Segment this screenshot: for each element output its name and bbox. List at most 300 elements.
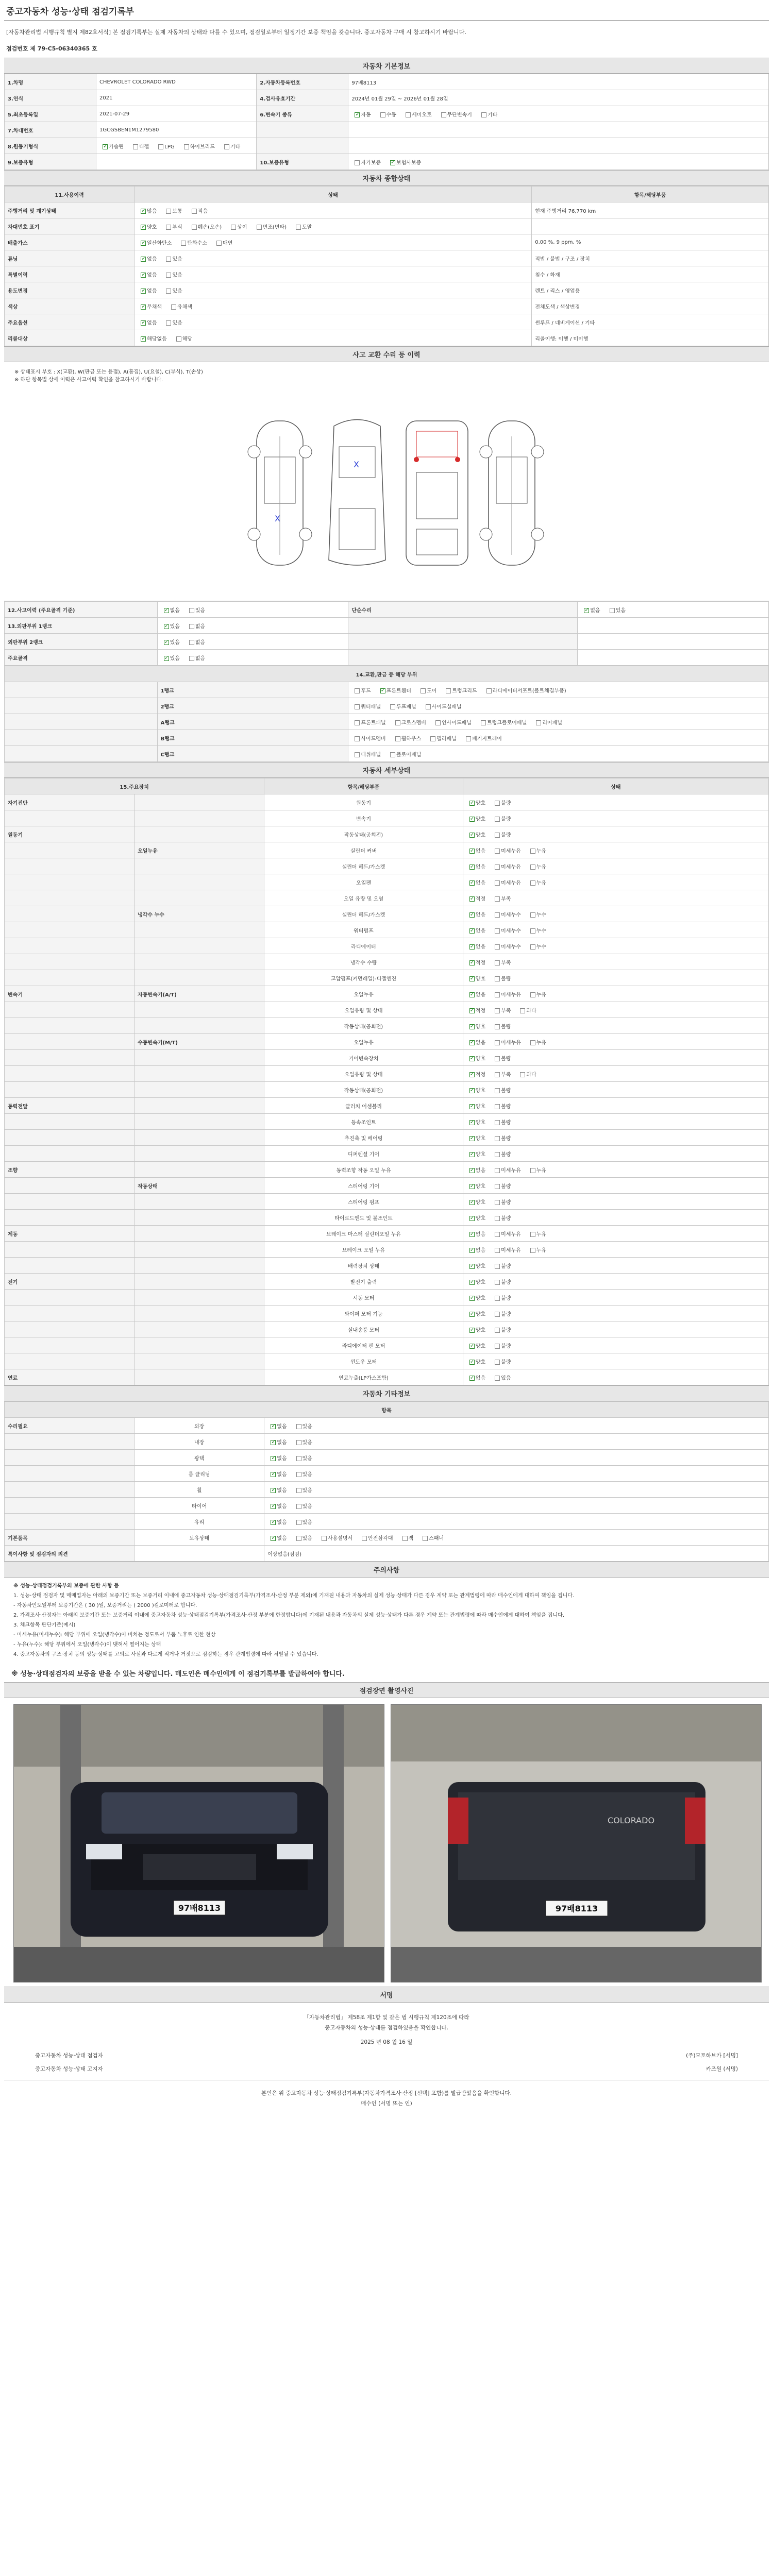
option-label: 없음	[147, 320, 157, 326]
option-label: 누유	[536, 992, 547, 998]
detail-item: 디퍼렌셜 기어	[264, 1146, 463, 1162]
detail-state	[463, 1242, 768, 1258]
detail-state	[463, 1210, 768, 1226]
option-label: 누유	[536, 848, 547, 854]
extra-row	[5, 1530, 769, 1546]
parts-option	[387, 702, 416, 710]
accident-option	[161, 622, 180, 630]
parts-option	[417, 686, 436, 694]
general-label: 특별이력	[5, 266, 135, 282]
checkbox-icon	[495, 833, 500, 838]
detail-option	[492, 958, 511, 966]
option-label: 양호	[475, 1327, 486, 1333]
checkbox-icon	[164, 608, 169, 613]
parts-option	[377, 686, 411, 694]
checkbox-icon	[166, 289, 171, 294]
detail-item: 워터펌프	[264, 922, 463, 938]
checkbox-icon	[441, 112, 446, 117]
detail-group	[5, 890, 135, 906]
trans-option	[402, 110, 432, 118]
basic-value	[348, 154, 769, 170]
detail-state	[463, 890, 768, 906]
option-label: 일산화탄소	[147, 240, 172, 246]
parts-option	[351, 718, 385, 726]
detail-option	[492, 1294, 511, 1301]
basic-row	[5, 138, 769, 154]
checkbox-icon	[257, 225, 262, 230]
general-note: 현재 주행거리 76,770 km	[532, 202, 769, 218]
option-label: 없음	[195, 655, 206, 662]
detail-option	[492, 1198, 511, 1206]
seller-name: 카즈원 (서명)	[705, 2065, 738, 2072]
extra-row	[5, 1482, 769, 1498]
checkbox-icon	[355, 112, 360, 117]
extra-option	[293, 1486, 312, 1494]
car-right-side-icon	[480, 421, 544, 565]
option-label: 없음	[277, 1519, 287, 1526]
option-label: 누유	[536, 1231, 547, 1238]
fuel-option	[99, 142, 124, 150]
detail-item: 냉각수 수량	[264, 954, 463, 970]
detail-option	[527, 862, 546, 870]
option-label: 양호	[475, 1215, 486, 1222]
accident-row	[5, 618, 769, 634]
option-label: 미세누수	[501, 912, 521, 918]
parts-option	[387, 750, 421, 758]
checkbox-icon	[495, 880, 500, 886]
front-truck-image	[14, 1705, 384, 1982]
confirm-line-1: 본인은 위 중고자동차 성능·상태점검기록부(자동차가격조사·산정 [선택] 포함)를 발급받았음을 확인합니다.	[4, 2080, 769, 2099]
option-label: 미세누유	[501, 1167, 521, 1174]
general-label: 튜닝	[5, 250, 135, 266]
extra-option	[267, 1438, 287, 1446]
extra-item: 외장	[135, 1418, 264, 1434]
detail-row	[5, 1130, 769, 1146]
parts-option	[392, 718, 426, 726]
option-label: 부족	[501, 1072, 511, 1078]
option-label: 많음	[147, 208, 157, 214]
parts-items	[348, 698, 769, 714]
detail-subgroup: 오일누유	[135, 842, 264, 858]
section-basic-info: 자동차 기본정보	[4, 58, 769, 74]
checkbox-icon	[495, 1072, 500, 1077]
checkbox-icon	[495, 960, 500, 965]
general-option	[138, 270, 157, 278]
detail-state	[463, 1114, 768, 1130]
option-label: 양호	[475, 800, 486, 806]
option-label: 불량	[501, 1056, 511, 1062]
checkbox-icon	[495, 912, 500, 918]
checkbox-icon	[469, 1312, 475, 1317]
detail-group	[5, 938, 135, 954]
option-label: 양호	[475, 1263, 486, 1269]
option-label: 없음	[475, 1040, 486, 1046]
option-label: 누유	[536, 1040, 547, 1046]
detail-item: 추진축 및 베어링	[264, 1130, 463, 1146]
detail-group: 연료	[5, 1369, 135, 1385]
extra-group: 특이사항 및 점검자의 의견	[5, 1546, 135, 1562]
checkbox-icon	[355, 736, 360, 741]
checkbox-icon	[296, 1424, 301, 1429]
checkbox-icon	[469, 1056, 475, 1061]
accident-table	[4, 601, 769, 666]
option-label: 미세누유	[501, 1040, 521, 1046]
doc-no-value: 79-C5-06340365	[37, 45, 90, 52]
parts-rank: A랭크	[157, 714, 348, 730]
checkbox-icon	[296, 1536, 301, 1541]
general-label: 차대번호 표기	[5, 218, 135, 234]
option-label: 하이브리드	[190, 144, 215, 150]
checkbox-icon	[469, 865, 475, 870]
checkbox-icon	[495, 1152, 500, 1157]
checkbox-icon	[296, 1456, 301, 1461]
option-label: 양호	[475, 1104, 486, 1110]
notice-line: 3. 체크항목 판단기준(예시)	[13, 1622, 76, 1628]
extra-state	[264, 1482, 769, 1498]
option-label: 기타	[230, 144, 241, 150]
option-label: 적음	[197, 208, 208, 214]
option-label: 없음	[147, 256, 157, 262]
parts-group	[5, 714, 158, 730]
section-photos: 점검장면 촬영사진	[4, 1682, 769, 1698]
detail-state	[463, 1258, 768, 1274]
option-label: 미세누유	[501, 880, 521, 886]
detail-group	[5, 1146, 135, 1162]
detail-option	[527, 1166, 546, 1174]
basic-label	[257, 138, 348, 154]
detail-state	[463, 794, 768, 810]
detail-row	[5, 1337, 769, 1353]
general-option	[213, 239, 232, 246]
option-label: 도말	[302, 224, 312, 230]
detail-item: 고압펌프(커먼레일)-디젤엔진	[264, 970, 463, 986]
detail-group	[5, 1002, 135, 1018]
option-label: 과다	[526, 1008, 536, 1014]
detail-option	[527, 910, 546, 918]
detail-group: 제동	[5, 1226, 135, 1242]
option-label: LPG	[164, 144, 175, 150]
front-plate-text: 97배8113	[178, 1903, 221, 1913]
accident-state-2	[578, 650, 769, 666]
parts-option	[427, 734, 457, 742]
checkbox-icon	[224, 144, 229, 149]
checkbox-icon	[530, 865, 535, 870]
detail-option	[492, 1134, 511, 1142]
detail-state	[463, 1321, 768, 1337]
detail-option	[492, 1054, 511, 1062]
option-label: 불량	[501, 1104, 511, 1110]
detail-group	[5, 858, 135, 874]
general-option	[138, 255, 157, 262]
general-option	[293, 223, 312, 230]
checkbox-icon	[495, 1056, 500, 1061]
checkbox-icon	[355, 688, 360, 693]
option-label: 불량	[501, 800, 511, 806]
extra-option	[267, 1454, 287, 1462]
document-title: 중고자동차 성능·상태 점검기록부	[4, 0, 769, 21]
accident-state	[157, 650, 348, 666]
option-label: 누유	[536, 1167, 547, 1174]
basic-label: 9.보증유형	[5, 154, 96, 170]
option-label: 양호	[475, 832, 486, 838]
detail-group	[5, 1290, 135, 1306]
extra-item: 내장	[135, 1434, 264, 1450]
sign-area	[4, 2003, 769, 2120]
checkbox-icon	[141, 209, 146, 214]
general-label: 색상	[5, 298, 135, 314]
checkbox-icon	[495, 1040, 500, 1045]
detail-group: 변속기	[5, 986, 135, 1002]
detail-group	[5, 1210, 135, 1226]
extra-option	[267, 1534, 287, 1541]
parts-group	[5, 746, 158, 762]
extra-item: 광택	[135, 1450, 264, 1466]
parts-option	[463, 734, 502, 742]
parts-option	[392, 734, 422, 742]
checkbox-icon	[520, 1072, 525, 1077]
option-label: 없음	[195, 639, 206, 646]
car-frame-view-icon	[406, 421, 468, 565]
option-label: 미세누수	[501, 944, 521, 950]
option-label: 있음	[170, 655, 180, 662]
notice-emphasis: ※ 성능·상태점검자의 보증을 받을 수 있는 차량입니다. 매도인은 매수인에게 이 점검기록부를 발급하여야 합니다.	[11, 1670, 345, 1678]
notice-line: - 누유(누수): 해당 부위에서 오일(냉각수)이 맺혀서 떨어지는 상태	[13, 1642, 161, 1648]
basic-label: 8.원동기형식	[5, 138, 96, 154]
option-label: 스패너	[429, 1535, 444, 1541]
notice-line: 2. 가격조사·산정자는 아래의 보증기간 또는 보증거리 이내에 중고자동차 성능·상태점검기록부(가격조사·산정 부분에 한정합니다)에 기재된 내용과 자동차의 실제 성능·상태가 다른 경우 계약 또는 관계법령에 따라 매수인에게 대하여 책임을 집니다.	[13, 1613, 565, 1618]
extra-state	[264, 1498, 769, 1514]
detail-group	[5, 1050, 135, 1066]
checkbox-icon	[296, 1472, 301, 1477]
detail-state	[463, 826, 768, 842]
detail-subgroup	[135, 858, 264, 874]
detail-item: 기어변속장치	[264, 1050, 463, 1066]
section-extra-info: 자동차 기타정보	[4, 1385, 769, 1401]
basic-row	[5, 154, 769, 170]
checkbox-icon	[380, 688, 385, 693]
accident-label-2: 단순수리	[348, 602, 578, 618]
general-state	[135, 314, 532, 330]
option-label: 대쉬패널	[361, 752, 381, 758]
detail-option	[466, 1230, 485, 1238]
option-label: 누수	[536, 944, 547, 950]
general-option	[138, 318, 157, 326]
detail-state	[463, 842, 768, 858]
option-label: 있음	[302, 1423, 312, 1430]
general-state	[135, 266, 532, 282]
detail-state	[463, 1082, 768, 1098]
option-label: 트렁크리드	[452, 688, 477, 694]
option-label: 후드	[361, 688, 371, 694]
parts-row	[5, 698, 769, 714]
front-photo	[13, 1704, 384, 1982]
detail-subgroup	[135, 1194, 264, 1210]
parts-items	[348, 714, 769, 730]
detail-option	[466, 1326, 485, 1333]
option-label: 부족	[501, 1008, 511, 1014]
checkbox-icon	[271, 1504, 276, 1509]
basic-row	[5, 106, 769, 122]
detail-group	[5, 1306, 135, 1321]
detail-group	[5, 954, 135, 970]
detail-state	[463, 906, 768, 922]
detail-state	[463, 1146, 768, 1162]
option-label: 있음	[501, 1375, 511, 1381]
option-label: 크로스멤버	[401, 720, 426, 726]
checkbox-icon	[530, 849, 535, 854]
general-row	[5, 266, 769, 282]
extra-group	[5, 1466, 135, 1482]
checkbox-icon	[469, 1248, 475, 1253]
basic-value: 97배8113	[348, 74, 769, 90]
trans-option	[438, 110, 472, 118]
accident-row	[5, 602, 769, 618]
basic-label: 6.변속기 종류	[257, 106, 348, 122]
option-label: 있음	[172, 320, 182, 326]
detail-state	[463, 1369, 768, 1385]
option-label: 양호	[147, 224, 157, 230]
general-option	[138, 223, 157, 230]
detail-group: 조향	[5, 1162, 135, 1178]
detail-group: 전기	[5, 1274, 135, 1290]
detail-state	[463, 986, 768, 1002]
sign-date: 2025 년 08 월 16 일	[360, 2039, 413, 2045]
checkbox-icon	[469, 1008, 475, 1013]
detail-option	[466, 926, 485, 934]
doc-no-suffix: 호	[92, 45, 97, 52]
detail-group	[5, 1337, 135, 1353]
rear-plate-text: 97배8113	[555, 1904, 598, 1913]
fuel-option	[130, 142, 149, 150]
notice-line: 4. 중고자동차의 구조·장치 등의 성능·상태를 고의로 사실과 다르게 적거나 거짓으로 점검하는 경우 관계법령에 따라 처벌될 수 있습니다.	[13, 1652, 318, 1657]
detail-group	[5, 970, 135, 986]
option-label: 있음	[172, 272, 182, 278]
general-row	[5, 314, 769, 330]
option-label: 누수	[536, 928, 547, 934]
extra-item	[135, 1546, 264, 1562]
detail-item: 실린더 커버	[264, 842, 463, 858]
option-label: 양호	[475, 1136, 486, 1142]
parts-group	[5, 682, 158, 698]
checkbox-icon	[520, 1008, 525, 1013]
detail-option	[466, 1198, 485, 1206]
option-label: 부식	[172, 224, 182, 230]
detail-option	[492, 1070, 511, 1078]
detail-option	[492, 1102, 511, 1110]
general-row	[5, 282, 769, 298]
trans-option	[478, 110, 497, 118]
option-label: 있음	[302, 1503, 312, 1510]
extra-info-table	[4, 1401, 769, 1562]
extra-row	[5, 1514, 769, 1530]
checkbox-icon	[271, 1424, 276, 1429]
checkbox-icon	[495, 1296, 500, 1301]
checkbox-icon	[426, 704, 431, 709]
option-label: 불량	[501, 1024, 511, 1030]
detail-item: 변속기	[264, 810, 463, 826]
detail-subgroup: 자동변속기(A/T)	[135, 986, 264, 1002]
accident-option	[186, 622, 205, 630]
detail-row	[5, 986, 769, 1002]
option-label: 적정	[475, 960, 486, 966]
option-label: 있음	[302, 1439, 312, 1446]
seller-row	[4, 2064, 769, 2080]
checkbox-icon	[466, 736, 471, 741]
checkbox-icon	[495, 1280, 500, 1285]
checkbox-icon	[530, 992, 535, 997]
option-label: 양호	[475, 1359, 486, 1365]
detail-option	[492, 1342, 511, 1349]
checkbox-icon	[495, 1264, 500, 1269]
basic-value: 1GCGSBEN1M1279580	[96, 122, 256, 138]
parts-option	[351, 702, 381, 710]
checkbox-icon	[469, 1040, 475, 1045]
detail-subgroup	[135, 970, 264, 986]
accident-option	[581, 606, 600, 614]
detail-group	[5, 1178, 135, 1194]
detail-option	[466, 1054, 485, 1062]
general-option	[168, 302, 192, 310]
general-option	[138, 302, 162, 310]
detail-state	[463, 810, 768, 826]
detail-row	[5, 970, 769, 986]
accident-parts-table	[4, 666, 769, 762]
parts-items	[348, 746, 769, 762]
option-label: 없음	[475, 1247, 486, 1253]
checkbox-icon	[486, 688, 492, 693]
extra-state	[264, 1514, 769, 1530]
rear-photo	[391, 1704, 762, 1982]
checkbox-icon	[469, 1152, 475, 1157]
checkbox-icon	[355, 160, 360, 165]
detail-row	[5, 1082, 769, 1098]
detail-group	[5, 810, 135, 826]
parts-option	[351, 750, 381, 758]
checkbox-icon	[355, 704, 360, 709]
checkbox-icon	[271, 1488, 276, 1493]
extra-option	[267, 1486, 287, 1494]
checkbox-icon	[271, 1536, 276, 1541]
detail-option	[527, 878, 546, 886]
option-label: 양호	[475, 1343, 486, 1349]
detail-option	[492, 1278, 511, 1285]
detail-item: 스티어링 펌프	[264, 1194, 463, 1210]
option-label: 불량	[501, 1295, 511, 1301]
detail-row	[5, 1290, 769, 1306]
checkbox-icon	[231, 225, 236, 230]
checkbox-icon	[481, 720, 486, 725]
accident-option	[161, 638, 180, 646]
option-label: 탄화수소	[187, 240, 208, 246]
option-label: 없음	[147, 272, 157, 278]
accident-label-2	[348, 634, 578, 650]
checkbox-icon	[495, 865, 500, 870]
checkbox-icon	[141, 273, 146, 278]
option-label: 무단변속기	[447, 112, 472, 118]
option-label: 보험사보증	[396, 160, 422, 166]
detail-option	[492, 942, 521, 950]
detail-item: 라디에이터	[264, 938, 463, 954]
accident-option	[186, 638, 205, 646]
detail-option	[492, 1086, 511, 1094]
detail-row	[5, 1002, 769, 1018]
checkbox-icon	[536, 720, 541, 725]
option-label: 불량	[501, 1359, 511, 1365]
detail-subgroup: 작동상태	[135, 1178, 264, 1194]
basic-label: 2.자동차등록번호	[257, 74, 348, 90]
checkbox-icon	[469, 1184, 475, 1189]
option-label: 미세누유	[501, 1247, 521, 1253]
